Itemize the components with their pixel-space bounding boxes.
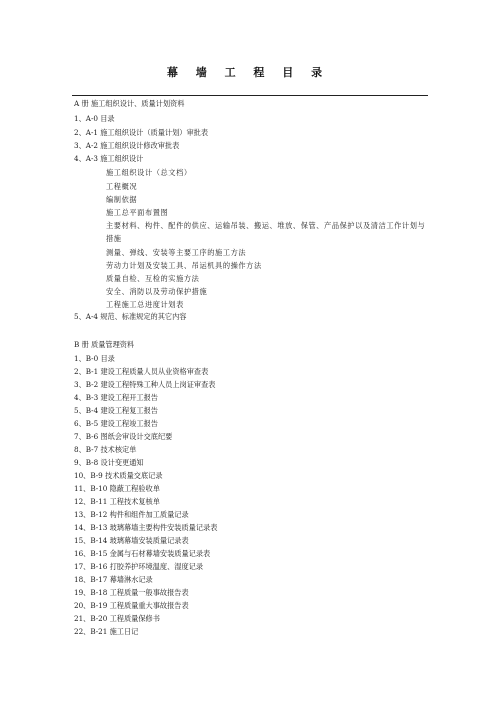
section-b-item: 9、B-8 设计变更通知 [74, 458, 144, 467]
section-a-item: 3、A-2 施工组织设计修改审批表 [74, 141, 180, 150]
section-a-item: 2、A-1 施工组织设计（质量计划）审批表 [74, 128, 209, 137]
section-a-sub-item: 劳动力计划及安装工具、吊运机具的操作方法 [106, 261, 262, 270]
section-b-item: 17、B-16 打胶养护环境温度、湿度记录 [74, 562, 204, 571]
section-a-sub-item: 工程概况 [106, 182, 138, 191]
section-a-heading: A 册 施工组织设计、质量计划资料 [74, 99, 185, 108]
section-a-item: 4、A-3 施工组织设计 [74, 154, 144, 163]
section-a-sub-item: 安全、消防以及劳动保护措施 [106, 287, 208, 296]
section-b-item: 15、B-14 玻璃幕墙安装质量记录表 [74, 536, 189, 545]
section-b-item: 16、B-15 金属与石材幕墙安装质量记录表 [74, 549, 211, 558]
section-a-sub-item: 施工总平面布置图 [106, 208, 169, 217]
section-b-item: 4、B-3 建设工程开工报告 [74, 393, 158, 402]
section-b-item: 3、B-2 建设工程特殊工种人员上岗证审查表 [74, 380, 216, 389]
section-b-item: 1、B-0 目录 [74, 354, 115, 363]
section-b-item: 22、B-21 施工日记 [74, 627, 139, 636]
section-b-item: 6、B-5 建设工程竣工报告 [74, 419, 158, 428]
section-b-item: 7、B-6 图纸会审设计交底纪要 [74, 432, 173, 441]
section-b-item: 8、B-7 技术核定单 [74, 445, 137, 454]
section-b-heading: B 册 质量管理资料 [74, 340, 135, 349]
page-title: 幕 墙 工 程 目 录 [166, 66, 330, 79]
section-a-sub-item: 主要材料、构件、配件的供应、运输吊装、搬运、堆放、保管、产品保护以及清洁工作计划与措施 [106, 221, 426, 243]
section-b-item: 14、B-13 玻璃幕墙主要构件安装质量记录表 [74, 523, 218, 532]
section-b-item: 18、B-17 幕墙淋水记录 [74, 575, 153, 584]
section-a-sub-item: 施工组织设计（总文档） [106, 168, 192, 177]
section-a-item: 1、A-0 目录 [74, 114, 115, 123]
section-a-sub-item: 测量、弹线、安装等主要工序的施工方法 [106, 248, 247, 257]
section-b-item: 21、B-20 工程质量保修书 [74, 614, 160, 623]
section-b-item: 12、B-11 工程技术复核单 [74, 497, 160, 506]
section-a-sub-item: 工程施工总进度计划表 [106, 300, 184, 309]
section-b-item: 19、B-18 工程质量一般事故报告表 [74, 588, 189, 597]
section-b-item: 5、B-4 建设工程复工报告 [74, 406, 158, 415]
section-a-item: 5、A-4 规范、标准规定的其它内容 [74, 312, 187, 321]
section-b-item: 13、B-12 构件和组件加工质量记录 [74, 510, 189, 519]
section-b-item: 20、B-19 工程质量重大事故报告表 [74, 601, 189, 610]
title-divider [72, 95, 428, 96]
section-b-item: 11、B-10 隐蔽工程验收单 [74, 484, 160, 493]
section-a-sub-item: 编制依据 [106, 195, 138, 204]
section-b-item: 2、B-1 建设工程质量人员从业资格审查表 [74, 367, 209, 376]
section-a-sub-item: 质量自检、互检的实施方法 [106, 274, 200, 283]
section-b-item: 10、B-9 技术质量交底记录 [74, 471, 163, 480]
